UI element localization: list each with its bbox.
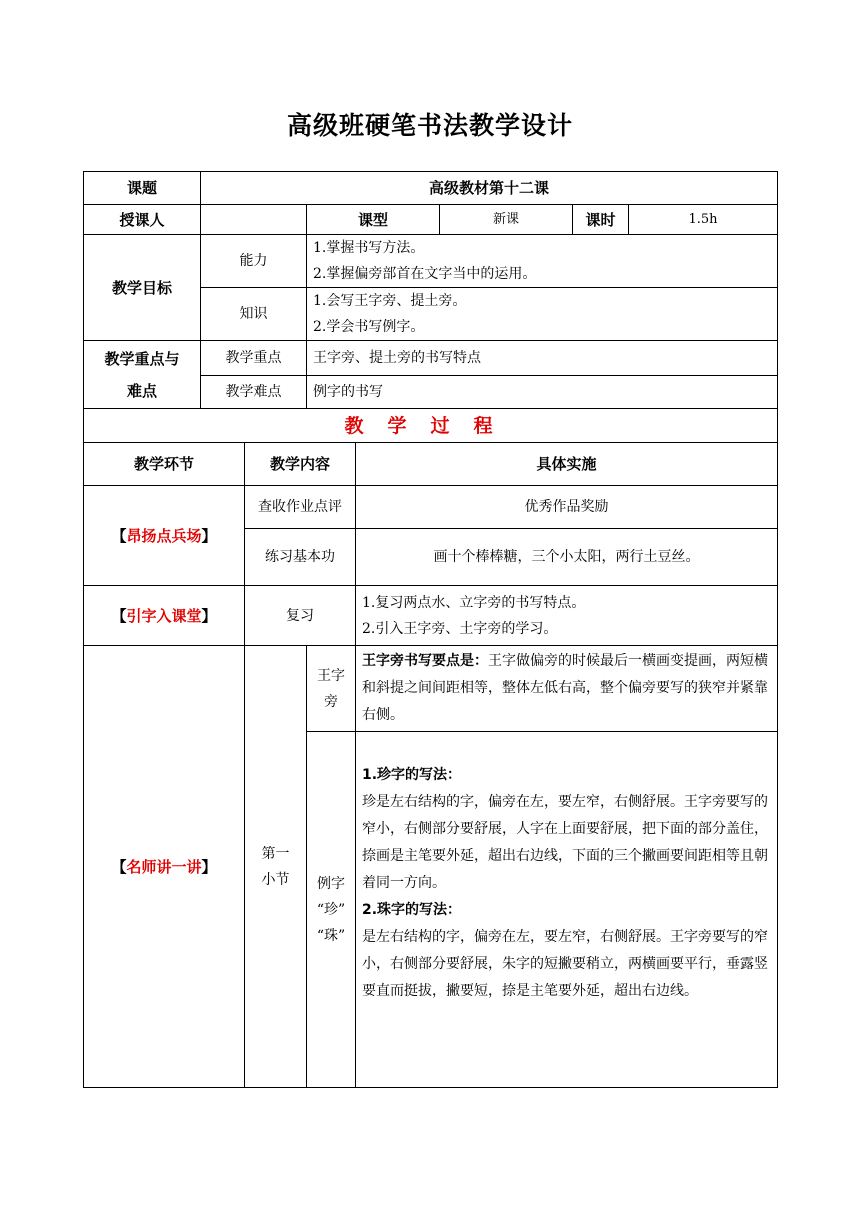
example-label-line3: “珠” [316, 927, 346, 944]
knowledge-label: 知识 [201, 288, 307, 341]
focus-label-line1: 教学重点与 [104, 349, 180, 368]
section-label [245, 646, 307, 1088]
ability-item-2: 2.掌握偏旁部首在文字当中的运用。 [313, 266, 537, 282]
col-stage-header: 教学环节 [84, 443, 245, 486]
stage2-impl [356, 586, 778, 646]
stage1-row1-content: 查收作业点评 [245, 486, 356, 529]
knowledge-items [307, 288, 778, 341]
stage2-bracket-open: 【 [111, 606, 127, 625]
ability-item-1: 1.掌握书写方法。 [313, 240, 425, 256]
ability-items [307, 235, 778, 288]
ability-label: 能力 [201, 235, 307, 288]
key-point-label: 教学重点 [201, 341, 307, 376]
document-title: 高级班硬笔书法教学设计 [286, 111, 573, 140]
example2-text: 是左右结构的字，偏旁在左，要左窄，右侧舒展。王字旁要写的窄小，右侧部分要舒展，朱字的短撇要稍立，两横画要平行，垂露竖要直而挺拔，撇要短，捺是主笔要外延，超出右边线。 [362, 929, 768, 999]
example-label [307, 732, 356, 1088]
stage1-title: 昂扬点兵场 [126, 526, 202, 545]
lesson-type-label: 课型 [307, 205, 440, 235]
goals-label: 教学目标 [84, 235, 201, 341]
radical-label: 王字旁 [307, 646, 356, 732]
example1-text: 珍是左右结构的字，偏旁在左，要左窄，右侧舒展。王字旁要写的窄小，右侧部分要舒展，人字在上面要舒展，把下面的部分盖住，捺画是主笔要外延，超出右边线，下面的三个撇画要间距相等且朝着同一方向。 [362, 794, 768, 891]
difficulty-value: 例字的书写 [307, 376, 778, 409]
section-label-line1: 第一 [261, 845, 290, 862]
stage1-row2-content: 练习基本功 [245, 529, 356, 586]
example2-title: 2.珠字的写法： [362, 902, 462, 918]
stage1-bracket-close: 】 [201, 526, 217, 545]
hours-label: 课时 [573, 205, 629, 235]
stage2-bracket-close: 】 [201, 606, 217, 625]
process-heading: 教学过程 [84, 409, 778, 443]
stage2-title: 引字入课堂 [126, 606, 202, 625]
stage3-title: 名师讲一讲 [126, 857, 202, 876]
stage2-label [84, 586, 245, 646]
example-details [356, 732, 778, 1088]
radical-key-points [356, 646, 778, 732]
stage3-bracket-close: 】 [201, 857, 217, 876]
stage2-impl-item-2: 2.引入王字旁、土字旁的学习。 [362, 620, 558, 637]
radical-key-text: 王字做偏旁的时候最后一横画变提画，两短横和斜提之间间距相等，整体左低右高，整个偏旁要写的狭窄并紧靠右侧。 [362, 653, 768, 723]
example-label-line1: 例字 [317, 875, 345, 892]
stage2-impl-item-1: 1.复习两点水、立字旁的书写特点。 [362, 594, 586, 611]
section-label-line2: 小节 [261, 871, 290, 888]
stage1-row1-impl: 优秀作品奖励 [356, 486, 778, 529]
difficulty-label: 教学难点 [201, 376, 307, 409]
topic-label: 课题 [84, 172, 201, 205]
lesson-plan-table [83, 171, 778, 1088]
stage1-bracket-open: 【 [111, 526, 127, 545]
col-impl-header: 具体实施 [356, 443, 778, 486]
teacher-label: 授课人 [84, 205, 201, 235]
radical-key-title: 王字旁书写要点是： [362, 653, 488, 669]
knowledge-item-1: 1.会写王字旁、提土旁。 [313, 293, 467, 309]
teacher-value [201, 205, 307, 235]
stage3-label [84, 646, 245, 1088]
lesson-type-value: 新课 [440, 205, 573, 235]
stage3-bracket-open: 【 [111, 857, 127, 876]
example1-title: 1.珍字的写法： [362, 767, 462, 783]
hours-value: 1.5h [629, 205, 778, 235]
focus-label [84, 341, 201, 409]
col-content-header: 教学内容 [245, 443, 356, 486]
stage1-label [84, 486, 245, 586]
stage1-row2-impl: 画十个棒棒糖，三个小太阳，两行土豆丝。 [356, 529, 778, 586]
example-label-line2: “珍” [316, 901, 346, 918]
knowledge-item-2: 2.学会书写例字。 [313, 319, 425, 335]
focus-label-line2: 难点 [126, 381, 157, 400]
topic-value: 高级教材第十二课 [201, 172, 778, 205]
key-point-value: 王字旁、提土旁的书写特点 [307, 341, 778, 376]
stage2-content: 复习 [245, 586, 356, 646]
